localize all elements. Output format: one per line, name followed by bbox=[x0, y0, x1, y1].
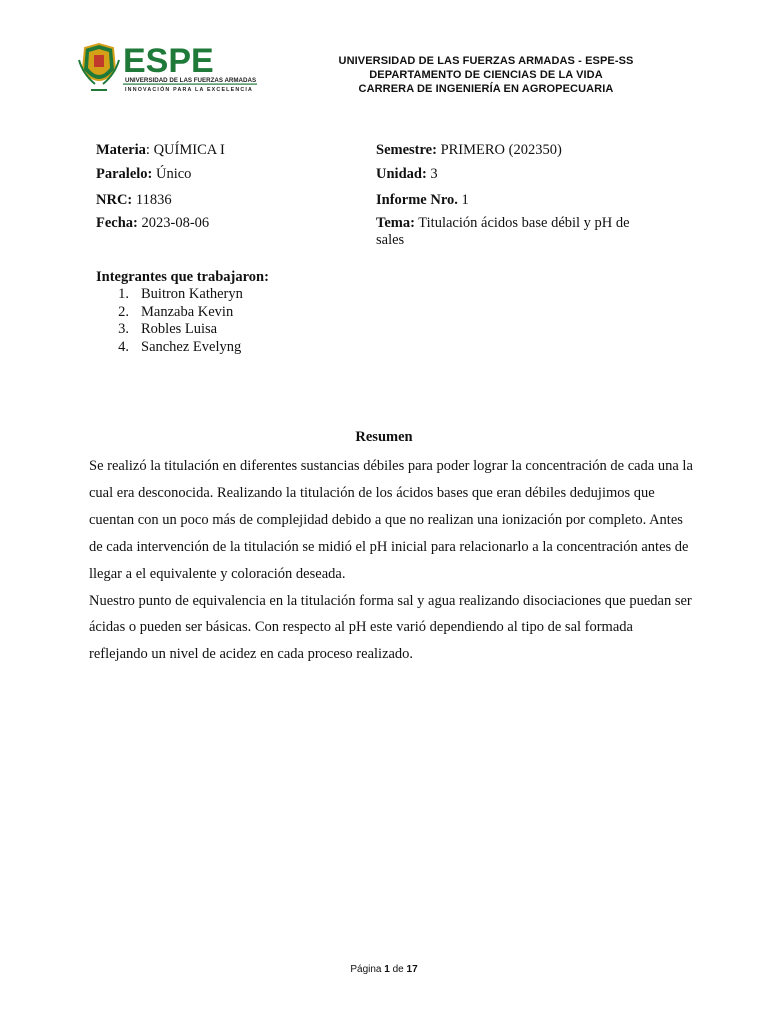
list-item: 2. Manzaba Kevin bbox=[118, 303, 234, 320]
member-name: Buitron Katheryn bbox=[141, 286, 243, 302]
fecha-field bbox=[96, 215, 209, 232]
member-name: Sanchez Evelyng bbox=[141, 338, 242, 355]
header-career: CARRERA DE INGENIERÍA EN AGROPECUARIA bbox=[358, 83, 614, 95]
paralelo-value: Único bbox=[152, 166, 192, 182]
tema-field bbox=[376, 215, 648, 249]
list-item: 4. Sanchez Evelyng bbox=[118, 338, 242, 355]
unidad-field bbox=[376, 166, 666, 183]
nrc-value: 11836 bbox=[132, 192, 172, 208]
nrc-field bbox=[96, 192, 172, 209]
resumen-paragraph-1: Se realizó la titulación en diferentes sustancias débiles para poder lograr la concentración de cada una la cual era desconocida. Realizando la titulación de los ácidos bases que eran débiles dedujimos que cuentan con un poco más de complejidad debido a que no realizan una ionización por completo. Antes de cada intervención de la titulación se midió el pH inicial para relacionarlo a la concentración antes de llegar a el equivalente y coloración deseada. bbox=[89, 458, 693, 582]
nrc-label: NRC: bbox=[96, 192, 133, 208]
espe-logo bbox=[77, 40, 267, 96]
fecha-value: 2023-08-06 bbox=[137, 215, 210, 231]
institution-header bbox=[300, 54, 672, 96]
university-seal-icon bbox=[79, 44, 119, 91]
informe-label: Informe Nro. bbox=[376, 192, 458, 208]
header-department: DEPARTAMENTO DE CIENCIAS DE LA VIDA bbox=[369, 69, 603, 81]
svg-text:ESPE: ESPE bbox=[123, 42, 214, 80]
tema-value: Titulación ácidos base débil y pH de sales bbox=[376, 215, 630, 248]
unidad-label: Unidad: bbox=[376, 166, 427, 182]
list-item: 1. Buitron Katheryn bbox=[118, 286, 243, 302]
paralelo-field bbox=[96, 166, 191, 183]
semestre-label: Semestre: bbox=[376, 142, 437, 158]
page-label: Página bbox=[350, 964, 382, 975]
materia-field bbox=[96, 142, 225, 159]
informe-field bbox=[376, 192, 666, 209]
resumen-paragraph-2: Nuestro punto de equivalencia en la titulación forma sal y agua realizando disociaciones que puedan ser ácidas o pueden ser básicas. Con respecto al pH este varió dependiendo al tipo de sal formada reflejando un nivel de acidez en cada proceso realizado. bbox=[89, 592, 692, 663]
unidad-value: 3 bbox=[426, 166, 438, 182]
page-total: 17 bbox=[406, 964, 418, 975]
member-name: Manzaba Kevin bbox=[141, 303, 234, 320]
espe-seal-icon bbox=[77, 40, 267, 96]
members-list bbox=[96, 286, 243, 356]
page-footer bbox=[0, 964, 768, 975]
members-title: Integrantes que trabajaron: bbox=[96, 269, 269, 285]
semestre-value: PRIMERO (202350) bbox=[436, 142, 562, 158]
resumen-body bbox=[89, 453, 695, 668]
page-current: 1 bbox=[384, 964, 390, 975]
header-university: UNIVERSIDAD DE LAS FUERZAS ARMADAS - ESPE-SS bbox=[338, 55, 634, 67]
resumen-title: Resumen bbox=[355, 429, 413, 445]
list-item: 3. Robles Luisa bbox=[118, 321, 218, 337]
materia-value: : QUÍMICA I bbox=[145, 142, 225, 158]
page-of-label: de bbox=[392, 964, 404, 975]
informe-value: 1 bbox=[457, 192, 469, 208]
member-name: Robles Luisa bbox=[141, 321, 218, 337]
tema-label: Tema: bbox=[376, 215, 415, 231]
materia-label: Materia bbox=[96, 142, 146, 158]
semestre-field bbox=[376, 142, 666, 159]
svg-text:INNOVACIÓN PARA LA EXCELENCIA: INNOVACIÓN PARA LA EXCELENCIA bbox=[125, 87, 254, 93]
svg-text:UNIVERSIDAD DE LAS FUERZAS ARM: UNIVERSIDAD DE LAS FUERZAS ARMADAS bbox=[125, 77, 257, 84]
paralelo-label: Paralelo: bbox=[96, 166, 153, 182]
fecha-label: Fecha: bbox=[96, 215, 138, 231]
